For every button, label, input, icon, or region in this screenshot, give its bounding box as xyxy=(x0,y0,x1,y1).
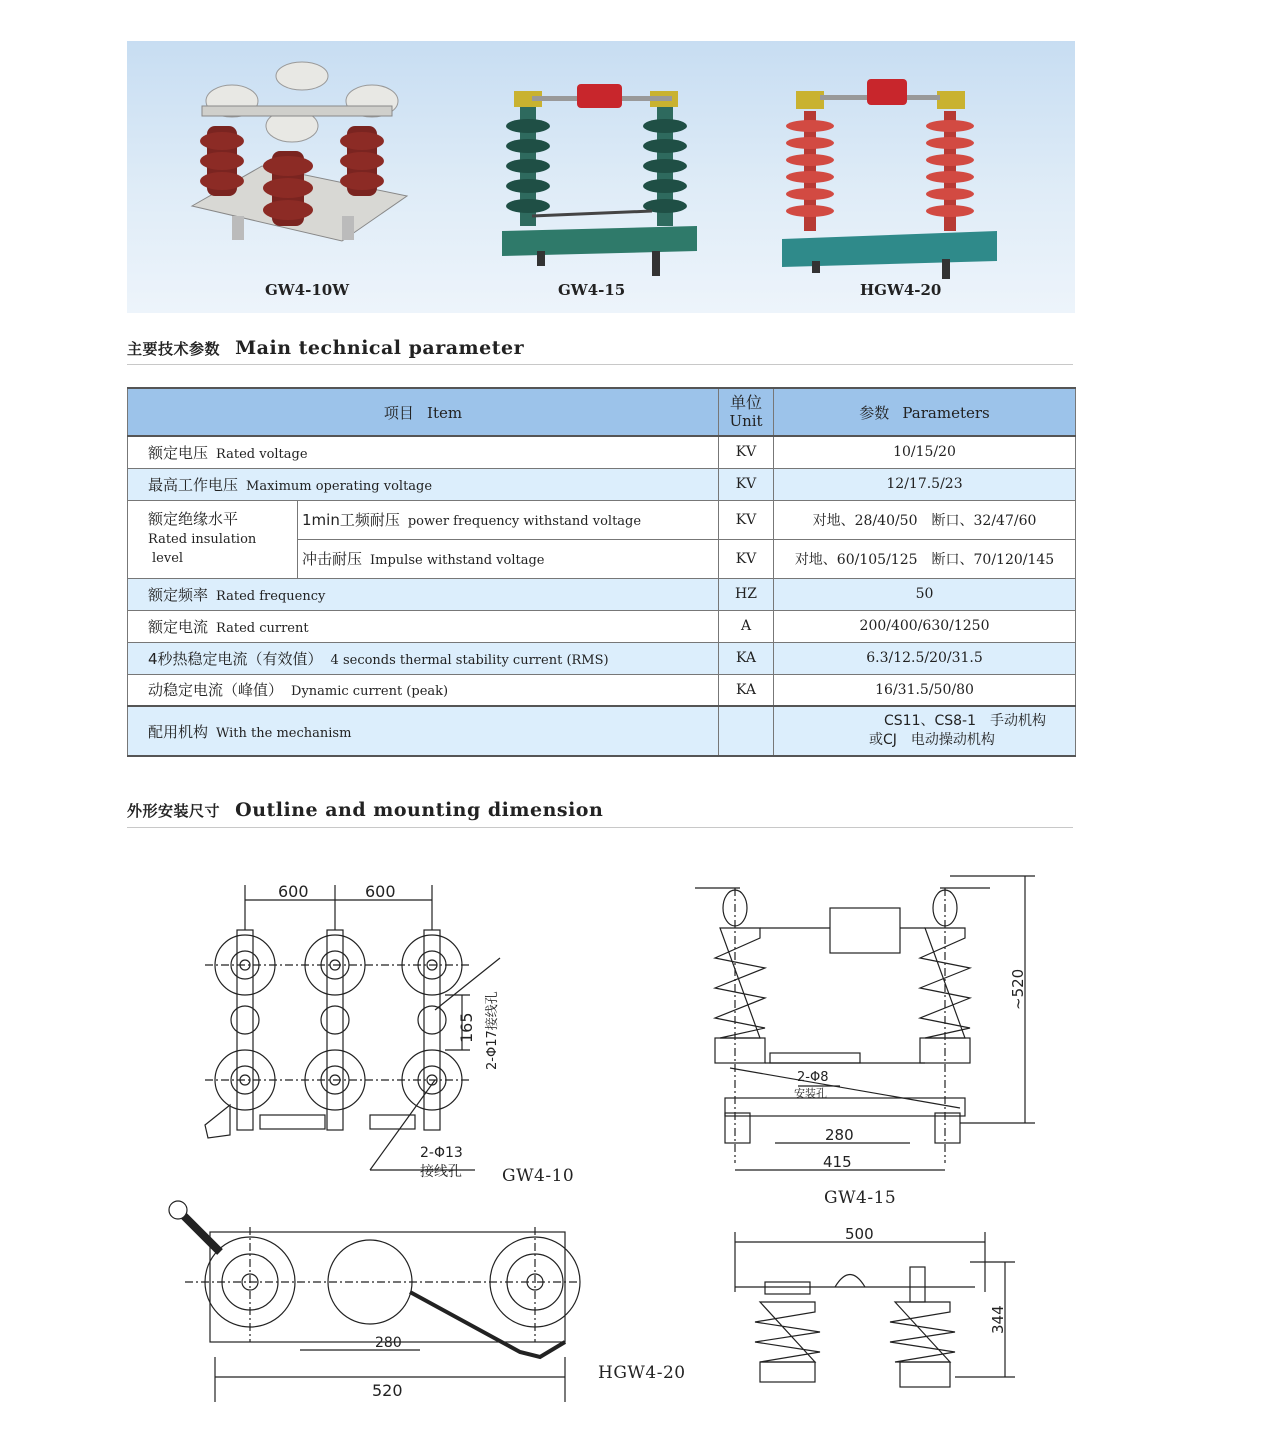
hgw4-20-body xyxy=(169,1201,580,1357)
table-header-row xyxy=(128,388,1076,436)
gw4-10-drawing xyxy=(190,870,530,1190)
dim-344: 344 xyxy=(989,1305,1007,1334)
dim-415: 415 xyxy=(823,1153,852,1171)
gw4-15-drawing xyxy=(690,868,1050,1178)
table-row: 4秒热稳定电流（有效值） 4 seconds thermal stability current (RMS) KA 6.3/12.5/20/31.5 xyxy=(128,642,1076,674)
dim-165: 165 xyxy=(457,1012,476,1043)
parameter-table xyxy=(127,387,1076,757)
table-row: 最高工作电压 Maximum operating voltage KV 12/17.5/23 xyxy=(128,468,1076,500)
hgw4-20-photo xyxy=(772,71,1012,281)
table-row: 额定频率 Rated frequency HZ 50 xyxy=(128,578,1076,610)
photo-caption-gw4-10w: GW4-10W xyxy=(265,281,350,299)
section-title-outline xyxy=(127,799,603,821)
note-hole-8-a: 2-Φ8 xyxy=(797,1070,829,1085)
section-title-parameters-cn: 主要技术参数 xyxy=(127,340,221,358)
gw4-15-photo xyxy=(492,66,702,281)
section-title-outline-en: Outline and mounting dimension xyxy=(235,799,604,821)
header-item: 项目 Item xyxy=(128,388,719,436)
side-view-body xyxy=(735,1232,985,1387)
dim-500: 500 xyxy=(845,1225,874,1243)
header-parameters: 参数 Parameters xyxy=(774,388,1076,436)
table-row-insulation-2: 冲击耐压 Impulse withstand voltage KV 对地、60/105/125 断口、70/120/145 xyxy=(128,539,1076,578)
dim-280: 280 xyxy=(375,1335,402,1351)
table-row-insulation-1: 额定绝缘水平 Rated insulation level 1min工频耐压 power frequency withstand voltage KV 对地、28/40/50 断口、32/47/60 xyxy=(128,500,1076,539)
drawing-label-gw4-10: GW4-10 xyxy=(502,1166,575,1186)
table-row: 动稳定电流（峰值） Dynamic current (peak) KA 16/31.5/50/80 xyxy=(128,674,1076,706)
dim-520: 520 xyxy=(372,1381,403,1400)
hgw4-20-drawing xyxy=(160,1192,590,1407)
insulation-label: 额定绝缘水平 Rated insulation level xyxy=(128,500,298,578)
table-row-mechanism: 配用机构 With the mechanism CS11、CS8-1 手动机构 或CJ 电动操动机构 xyxy=(128,706,1076,756)
gw4-10w-photo xyxy=(172,56,432,256)
hgw4-20-insulators xyxy=(782,79,997,279)
table-row: 额定电流 Rated current A 200/400/630/1250 xyxy=(128,610,1076,642)
drawing-label-gw4-15: GW4-15 xyxy=(824,1188,897,1208)
product-photo-band xyxy=(127,41,1075,313)
gw4-10-poles xyxy=(205,930,470,1138)
header-unit: 单位 Unit xyxy=(719,388,774,436)
gw4-15-dimension-lines xyxy=(735,876,1035,1170)
table-row: 额定电压 Rated voltage KV 10/15/20 xyxy=(128,436,1076,468)
section-title-parameters-en: Main technical parameter xyxy=(235,337,525,359)
dim-520-approx: ~520 xyxy=(1009,968,1027,1010)
photo-caption-hgw4-20: HGW4-20 xyxy=(860,281,942,299)
side-view-drawing xyxy=(725,1222,1035,1397)
note-hole-13-a: 2-Φ13 xyxy=(420,1145,463,1161)
dim-280: 280 xyxy=(825,1126,854,1144)
section-title-outline-cn: 外形安装尺寸 xyxy=(127,802,221,820)
drawing-label-hgw4-20: HGW4-20 xyxy=(598,1363,686,1383)
section-divider xyxy=(127,827,1073,828)
note-hole-13-b: 接线孔 xyxy=(420,1164,462,1180)
gw4-15-insulators xyxy=(502,84,697,276)
dim-600-left: 600 xyxy=(278,882,309,901)
photo-caption-gw4-15: GW4-15 xyxy=(558,281,626,299)
gw4-15-insulators xyxy=(695,888,990,1163)
note-hole-17: 2-Φ17接线孔 xyxy=(485,991,500,1070)
section-title-parameters xyxy=(127,337,524,359)
dim-600-right: 600 xyxy=(365,882,396,901)
note-hole-8-b: 安装孔 xyxy=(794,1087,827,1100)
section-divider xyxy=(127,364,1073,365)
